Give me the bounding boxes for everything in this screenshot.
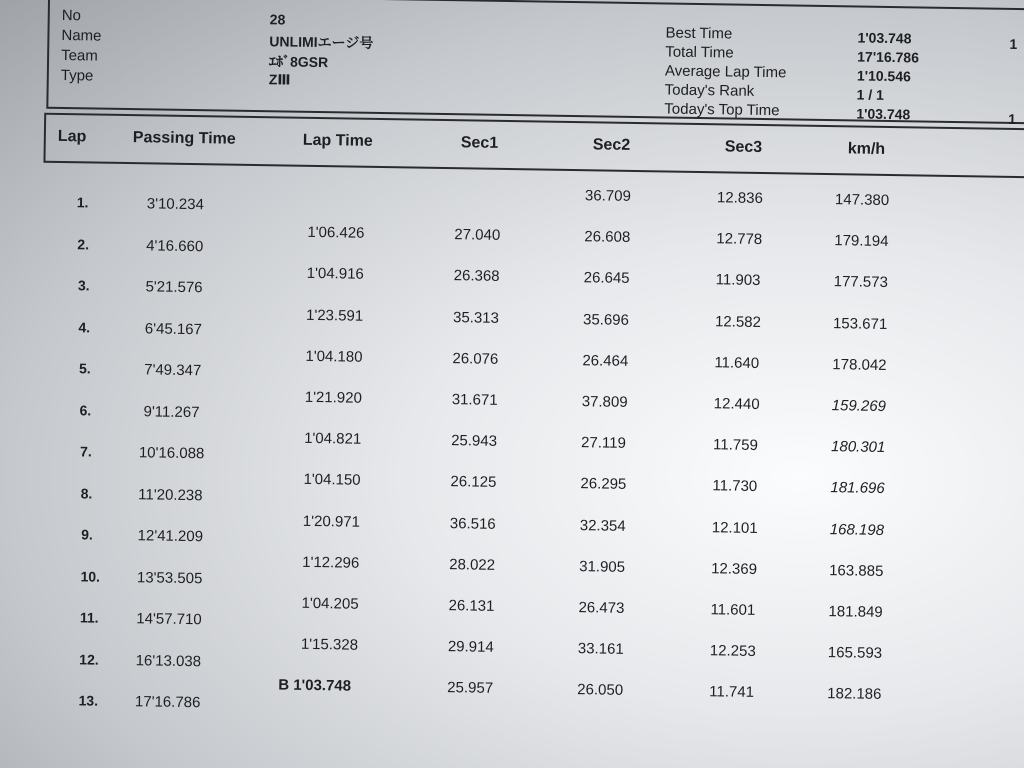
sec3-cell: 11.759: [712, 436, 758, 455]
passing-time: 17'16.786: [134, 693, 201, 712]
sec2-cell: 26.050: [577, 681, 624, 700]
sec1-cell: 29.914: [447, 638, 494, 657]
todays-rank-value: 1 / 1: [856, 86, 884, 103]
car-name: UNLIMIエージ号: [269, 33, 374, 51]
lap-number: 2.: [77, 235, 90, 252]
lap-number: 10.: [80, 567, 101, 585]
sec3-cell: 11.601: [710, 601, 756, 619]
lap-time-cell: 1'04.821: [304, 430, 362, 448]
sec1-cell: 36.516: [449, 514, 496, 533]
sec3-cell: 11.730: [712, 477, 758, 496]
lap-time-cell: 1'21.920: [304, 388, 363, 407]
sec1-cell: 25.943: [450, 432, 498, 451]
sec3-cell: 11.640: [714, 354, 760, 372]
lap-number: 8.: [80, 484, 93, 502]
sec1-cell: 25.957: [447, 679, 494, 698]
passing-time: 6'45.167: [144, 319, 203, 338]
kmh-cell: 147.380: [834, 191, 890, 209]
lap-time-cell: 1'12.296: [302, 553, 360, 572]
lap-time-cell: 1'23.591: [305, 306, 364, 325]
sec1-cell: 27.040: [454, 226, 501, 245]
sec1-cell: 31.671: [451, 391, 498, 409]
lap-number: 4.: [78, 318, 91, 335]
lap-number: 12.: [79, 650, 99, 668]
kmh-cell: 168.198: [829, 520, 885, 539]
passing-time: 10'16.088: [138, 444, 205, 463]
header-sec2: Sec2: [592, 136, 631, 154]
header-sec1: Sec1: [460, 134, 499, 152]
total-time-label: Total Time: [665, 43, 734, 62]
kmh-cell: 181.849: [828, 603, 883, 621]
lap-time-cell: 1'06.426: [307, 224, 365, 242]
todays-top-time-value: 1'03.748: [856, 105, 911, 123]
lap-time-cell: 1'04.205: [301, 594, 359, 613]
lap-number: 13.: [78, 692, 99, 709]
sec3-cell: 11.903: [715, 271, 761, 290]
kmh-cell: 179.194: [834, 232, 889, 251]
sec2-cell: 26.608: [584, 228, 631, 247]
lap-number: 6.: [79, 401, 92, 418]
sec1-cell: 26.125: [450, 473, 497, 492]
header-lap-time: Lap Time: [302, 131, 373, 150]
sec2-cell: 26.473: [578, 599, 625, 617]
sec2-cell: 26.464: [582, 351, 629, 370]
total-time-value: 17'16.786: [857, 48, 920, 66]
no-label: No: [61, 6, 82, 25]
header-sec3: Sec3: [724, 138, 763, 156]
sec3-cell: 12.836: [716, 189, 764, 208]
passing-time: 16'13.038: [135, 651, 202, 670]
sec2-cell: 26.645: [583, 269, 630, 288]
kmh-cell: 180.301: [830, 438, 886, 457]
sec2-cell: 26.295: [580, 475, 627, 494]
sec2-cell: 37.809: [581, 393, 628, 411]
team-label: Team: [61, 46, 98, 65]
kmh-cell: 163.885: [829, 561, 884, 580]
passing-time: 9'11.267: [143, 402, 200, 421]
sec3-cell: 12.369: [711, 560, 758, 578]
passing-time: 7'49.347: [144, 361, 202, 380]
lap-number: 5.: [78, 360, 91, 377]
kmh-cell: 159.269: [831, 397, 887, 415]
todays-top-time-label: Today's Top Time: [664, 100, 780, 120]
kmh-cell: 178.042: [832, 355, 887, 374]
best-time-label: Best Time: [665, 24, 733, 43]
lap-number: 9.: [81, 526, 94, 543]
best-time-value: 1'03.748: [857, 29, 912, 47]
passing-time: 3'10.234: [146, 195, 205, 214]
passing-time: 12'41.209: [137, 527, 204, 546]
sec1-cell: 35.313: [452, 308, 500, 327]
team-name: ｴﾎﾞ8GSR: [268, 53, 329, 71]
sec1-cell: 26.131: [448, 597, 495, 615]
sec2-cell: 32.354: [579, 516, 626, 535]
average-lap-value: 1'10.546: [856, 67, 911, 85]
passing-time: 4'16.660: [146, 236, 204, 255]
kmh-cell: 182.186: [827, 685, 882, 704]
sec3-cell: 12.778: [716, 230, 763, 249]
type-label: Type: [60, 66, 94, 85]
sec2-cell: 36.709: [584, 187, 632, 205]
lap-time-cell: 1'04.180: [305, 347, 363, 366]
sec1-cell: 28.022: [449, 555, 496, 574]
kmh-cell: 181.696: [830, 479, 885, 498]
sec2-cell: 33.161: [577, 640, 624, 659]
header-kmh: km/h: [847, 140, 886, 158]
name-label: Name: [61, 26, 102, 45]
passing-time: 11'20.238: [138, 485, 203, 504]
sec3-cell: 12.253: [709, 642, 756, 661]
lap-time-cell: 1'15.328: [300, 635, 359, 654]
passing-time: 5'21.576: [145, 278, 203, 297]
lap-time-cell: B 1'03.748: [278, 676, 352, 695]
lap-number: 1.: [76, 194, 89, 211]
sec3-cell: 12.440: [713, 395, 760, 413]
todays-rank-label: Today's Rank: [664, 81, 755, 100]
passing-time: 14'57.710: [136, 610, 202, 629]
header-passing-time: Passing Time: [132, 129, 236, 148]
sec3-cell: 12.582: [714, 312, 762, 331]
lap-number: 7.: [79, 443, 92, 460]
lap-number: 3.: [77, 277, 90, 294]
edge-digit-bottom: 1: [1008, 110, 1017, 127]
sec3-cell: 12.101: [711, 518, 758, 537]
sec2-cell: 27.119: [580, 434, 627, 453]
sec1-cell: 26.368: [453, 267, 500, 286]
car-type: ZⅢ: [268, 71, 291, 88]
header-lap: Lap: [57, 127, 87, 146]
sec2-cell: 31.905: [579, 557, 626, 576]
edge-digit-top: 1: [1009, 35, 1018, 52]
kmh-cell: 165.593: [827, 644, 883, 663]
lap-time-cell: 1'20.971: [302, 512, 361, 531]
lap-number: 11.: [79, 609, 99, 626]
lap-time-cell: 1'04.916: [306, 265, 364, 284]
passing-time: 13'53.505: [136, 568, 203, 587]
sec2-cell: 35.696: [582, 310, 630, 329]
lap-time-cell: 1'04.150: [303, 471, 361, 490]
kmh-cell: 177.573: [833, 273, 889, 292]
sec3-cell: 11.741: [709, 683, 755, 702]
car-number: 28: [269, 11, 286, 28]
average-lap-label: Average Lap Time: [664, 62, 787, 82]
sec1-cell: 26.076: [452, 349, 499, 368]
kmh-cell: 153.671: [832, 314, 888, 333]
